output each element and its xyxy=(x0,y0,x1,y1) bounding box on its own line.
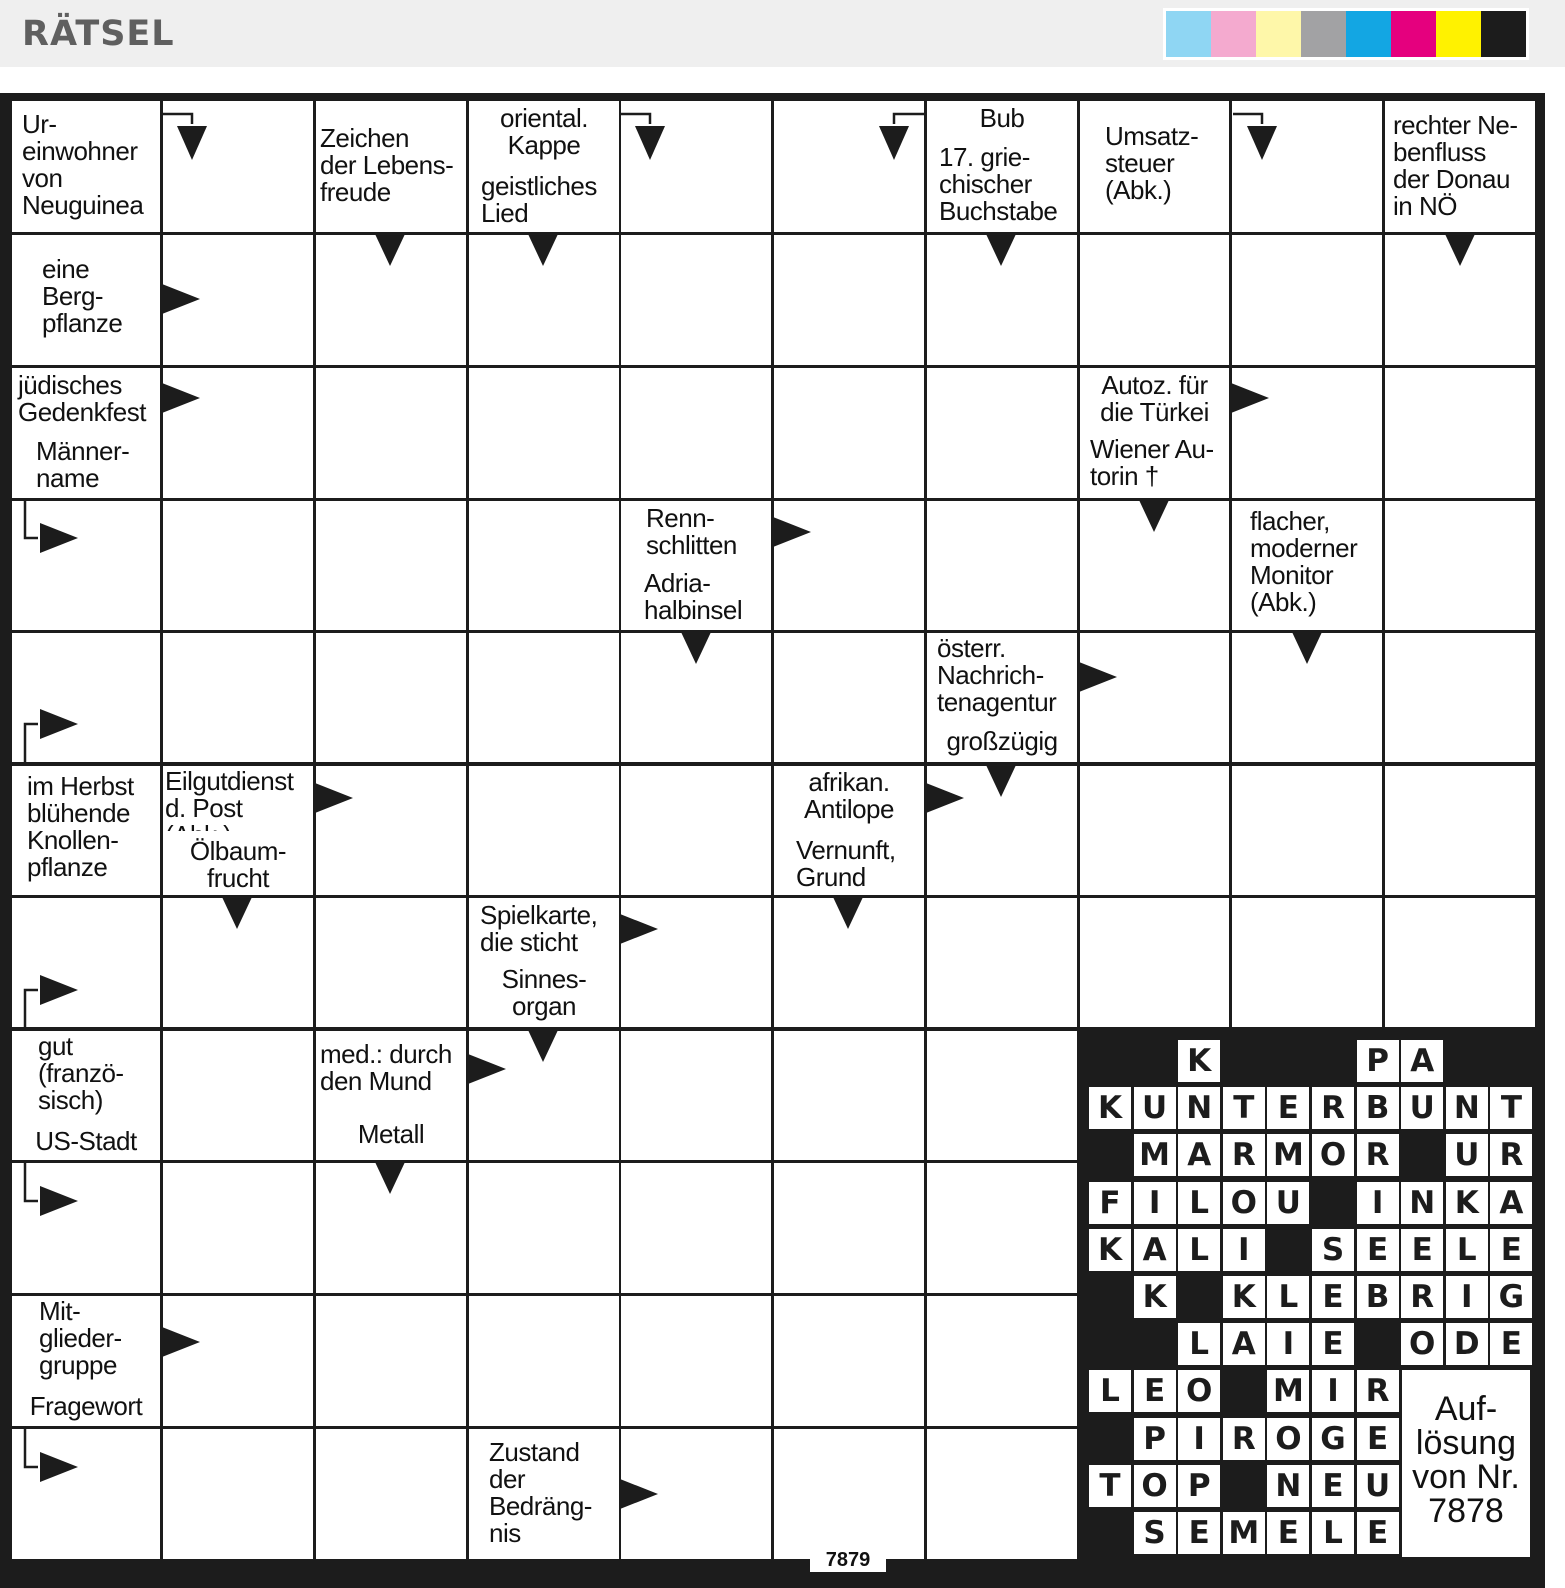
solution-cell: U xyxy=(1446,1134,1488,1176)
solution-cell: K xyxy=(1446,1182,1488,1224)
arrow-right-icon xyxy=(40,1186,78,1216)
solution-cell: O xyxy=(1401,1323,1443,1365)
clue-r5c5-top: afrikan. Antilope xyxy=(774,766,924,830)
solution-cell: E xyxy=(1178,1512,1220,1554)
solution-cell: I xyxy=(1134,1182,1176,1224)
clue-r0c3-bottom: geistliches Lied xyxy=(469,170,619,232)
clue-r2c0-bottom: Männer- name xyxy=(12,433,160,497)
solution-cell: P xyxy=(1357,1040,1399,1082)
solution-cell: S xyxy=(1134,1512,1176,1554)
clue-r0c6-top: Bub xyxy=(927,101,1077,136)
clue-r7c2-top: med.: durch den Mund xyxy=(316,1031,466,1108)
solution-cell: L xyxy=(1178,1323,1220,1365)
solution-cell: A xyxy=(1401,1040,1443,1082)
solution-cell: I xyxy=(1446,1276,1488,1318)
clue-r3c8: flacher, moderner Monitor (Abk.) xyxy=(1232,501,1382,630)
solution-cell: S xyxy=(1312,1229,1354,1271)
solution-cell: N xyxy=(1267,1465,1309,1507)
arrow-right-icon xyxy=(40,1452,78,1482)
solution-cell: U xyxy=(1401,1087,1443,1129)
clue-r1c0: eine Berg- pflanze xyxy=(12,235,160,365)
clue-r0c6-bottom: 17. grie- chischer Buchstabe xyxy=(927,139,1077,232)
solution-cell: E xyxy=(1312,1323,1354,1365)
solution-cell: A xyxy=(1490,1182,1532,1224)
clue-r9c0-bottom: Fragewort xyxy=(12,1390,160,1426)
solution-cell: E xyxy=(1267,1087,1309,1129)
clue-r0c2: Zeichen der Lebens- freude xyxy=(316,101,466,232)
arrow-down-icon xyxy=(879,126,909,160)
solution-cell: E xyxy=(1267,1512,1309,1554)
solution-cell: U xyxy=(1134,1087,1176,1129)
solution-cell: R xyxy=(1223,1418,1265,1460)
arrow-right-icon xyxy=(40,709,78,739)
clue-r2c0-top: jüdisches Gedenkfest xyxy=(12,368,160,430)
solution-cell: T xyxy=(1089,1465,1131,1507)
solution-cell: L xyxy=(1178,1182,1220,1224)
section-title: RÄTSEL xyxy=(22,14,175,54)
solution-cell: K xyxy=(1089,1087,1131,1129)
solution-cell: B xyxy=(1357,1087,1399,1129)
solution-cell: E xyxy=(1490,1323,1532,1365)
arrow-right-icon xyxy=(40,523,78,553)
solution-cell: G xyxy=(1312,1418,1354,1460)
arrow-right-icon xyxy=(40,975,78,1005)
solution-cell: M xyxy=(1267,1370,1309,1412)
solution-cell: L xyxy=(1312,1512,1354,1554)
clue-r5c5-bottom: Vernunft, Grund xyxy=(774,833,924,895)
solution-cell: K xyxy=(1178,1040,1220,1082)
clue-r3c4-top: Renn- schlitten xyxy=(621,501,771,563)
solution-cell: P xyxy=(1178,1465,1220,1507)
solution-cell: E xyxy=(1490,1229,1532,1271)
solution-cell: O xyxy=(1178,1370,1220,1412)
solution-cell: E xyxy=(1357,1512,1399,1554)
clue-r9c0-top: Mit- glieder- gruppe xyxy=(12,1296,160,1387)
clue-r2c7-top: Autoz. für die Türkei xyxy=(1080,368,1229,430)
clue-r5c1-top: Eilgutdienst d. Post xyxy=(163,766,313,828)
clue-r0c0: Ur- einwohner von Neuguinea xyxy=(12,101,160,232)
clue-r5c1-bottom: Ölbaum- frucht xyxy=(163,831,313,895)
clue-r2c7-bottom: Wiener Au- torin † xyxy=(1080,433,1229,497)
solution-cell: A xyxy=(1178,1134,1220,1176)
solution-caption: Auf- lösung von Nr. 7878 xyxy=(1402,1370,1530,1557)
clue-r0c3-top: oriental. Kappe xyxy=(469,101,619,167)
solution-cell: K xyxy=(1134,1276,1176,1318)
solution-cell: N xyxy=(1401,1182,1443,1224)
solution-cell: I xyxy=(1178,1418,1220,1460)
solution-cell: M xyxy=(1134,1134,1176,1176)
solution-cell: O xyxy=(1312,1134,1354,1176)
solution-cell: T xyxy=(1490,1087,1532,1129)
solution-cell: A xyxy=(1134,1229,1176,1271)
solution-cell: L xyxy=(1178,1229,1220,1271)
solution-cell: T xyxy=(1223,1087,1265,1129)
clue-r7c0-bottom: US-Stadt xyxy=(12,1126,160,1160)
solution-cell: O xyxy=(1223,1182,1265,1224)
arrow-down-icon xyxy=(177,126,207,160)
solution-cell: D xyxy=(1446,1323,1488,1365)
clue-r0c9: rechter Ne- benfluss der Donau in NÖ xyxy=(1385,101,1535,232)
clue-r7c2-bottom: Metall xyxy=(316,1111,466,1160)
solution-cell: R xyxy=(1223,1134,1265,1176)
solution-cell: U xyxy=(1267,1182,1309,1224)
solution-cell: E xyxy=(1357,1418,1399,1460)
arrow-down-icon xyxy=(635,126,665,160)
clue-r3c4-bottom: Adria- halbinsel xyxy=(621,566,771,630)
solution-cell: I xyxy=(1357,1182,1399,1224)
solution-cell: K xyxy=(1223,1276,1265,1318)
solution-cell: N xyxy=(1178,1087,1220,1129)
solution-cell: A xyxy=(1223,1323,1265,1365)
solution-cell: O xyxy=(1267,1418,1309,1460)
solution-cell: I xyxy=(1223,1229,1265,1271)
solution-cell: L xyxy=(1089,1370,1131,1412)
solution-cell: B xyxy=(1357,1276,1399,1318)
solution-cell: G xyxy=(1490,1276,1532,1318)
solution-cell: E xyxy=(1134,1370,1176,1412)
solution-cell: F xyxy=(1089,1182,1131,1224)
clue-r0c7: Umsatz- steuer (Abk.) xyxy=(1080,101,1229,232)
solution-cell: R xyxy=(1357,1134,1399,1176)
clue-r5c0: im Herbst blühende Knollen- pflanze xyxy=(12,766,160,895)
clue-r6c3-bottom: Sinnes- organ xyxy=(469,963,619,1027)
solution-cell: E xyxy=(1312,1465,1354,1507)
solution-cell: M xyxy=(1223,1512,1265,1554)
clue-r7c0-top: gut (franzö- sisch) xyxy=(12,1031,160,1123)
clue-r4c6-bottom: großzügig xyxy=(927,728,1077,762)
solution-cell: L xyxy=(1446,1229,1488,1271)
solution-cell: K xyxy=(1089,1229,1131,1271)
solution-cell: I xyxy=(1312,1370,1354,1412)
arrow-down-icon xyxy=(1247,126,1277,160)
solution-cell: N xyxy=(1446,1087,1488,1129)
solution-cell: R xyxy=(1312,1087,1354,1129)
solution-cell: L xyxy=(1267,1276,1309,1318)
clue-r6c3-top: Spielkarte, die sticht xyxy=(469,898,619,960)
solution-cell: P xyxy=(1134,1418,1176,1460)
solution-cell: E xyxy=(1357,1229,1399,1271)
solution-cell: M xyxy=(1267,1134,1309,1176)
solution-cell: R xyxy=(1490,1134,1532,1176)
solution-cell: E xyxy=(1312,1276,1354,1318)
solution-cell: R xyxy=(1401,1276,1443,1318)
solution-cell: O xyxy=(1134,1465,1176,1507)
solution-cell: I xyxy=(1267,1323,1309,1365)
clue-r10c3: Zustand der Bedräng- nis xyxy=(469,1429,619,1559)
solution-cell: R xyxy=(1357,1370,1399,1412)
clue-r4c6-top: österr. Nachrich- tenagentur xyxy=(927,633,1077,725)
solution-cell: E xyxy=(1401,1229,1443,1271)
solution-cell: U xyxy=(1357,1465,1399,1507)
puzzle-number: 7879 xyxy=(810,1546,886,1572)
